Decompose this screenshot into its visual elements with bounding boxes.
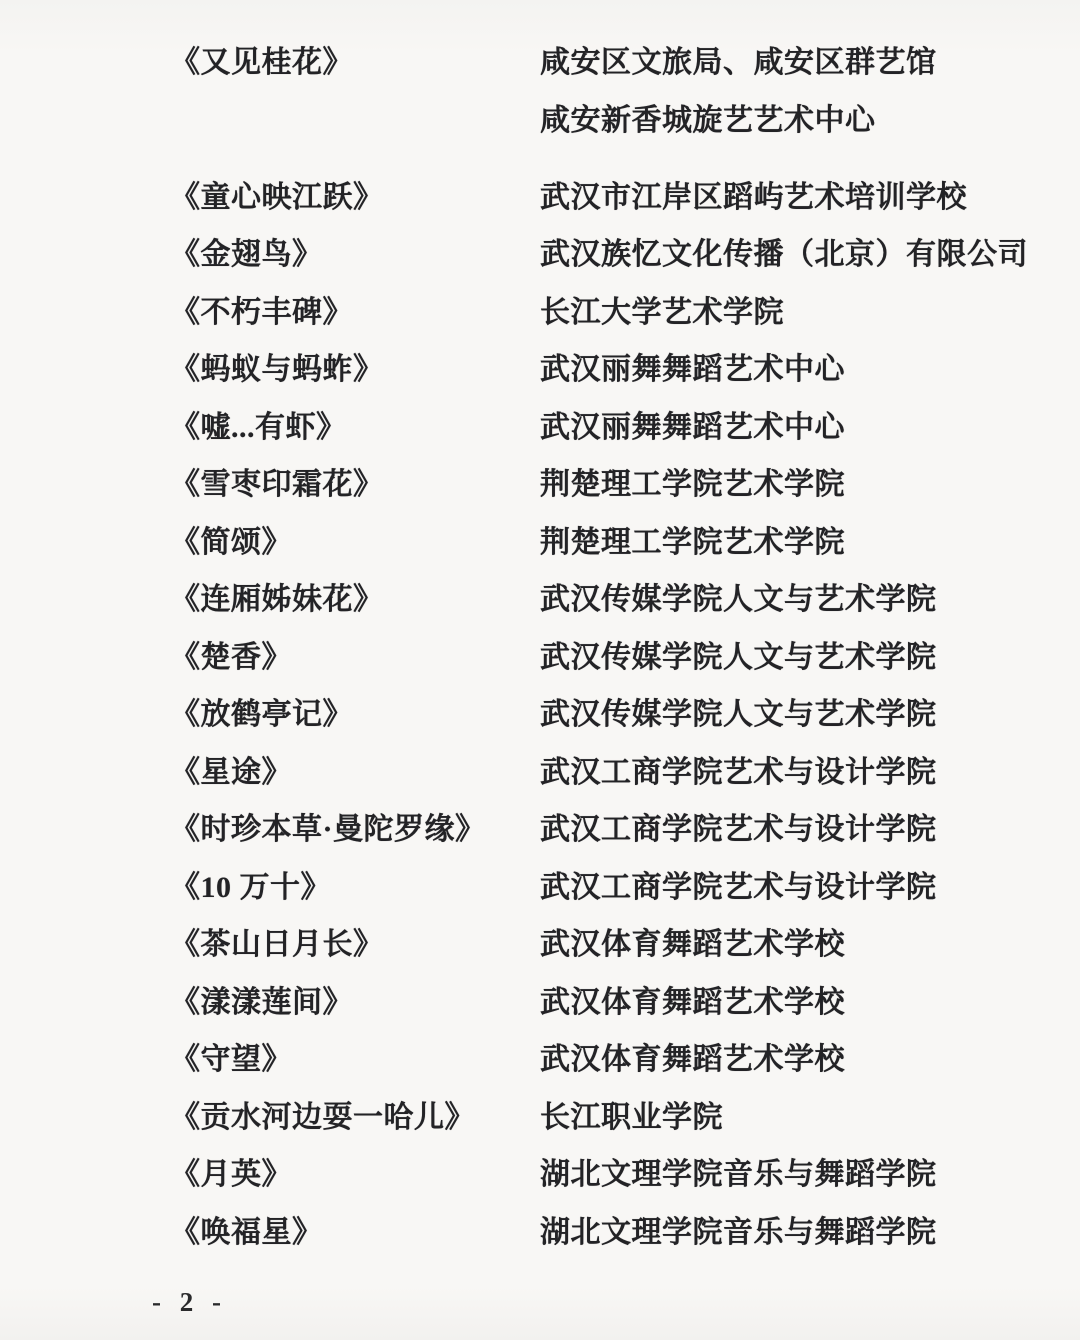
organization-name: 湖北文理学院音乐与舞蹈学院 [540, 1158, 937, 1191]
list-item [170, 1101, 1020, 1159]
organization-name: 荆楚理工学院艺术学院 [540, 468, 845, 501]
organization-name: 武汉工商学院艺术与设计学院 [540, 755, 937, 789]
list-item [170, 1158, 1020, 1216]
list-item [170, 353, 1020, 411]
list-item [170, 1043, 1020, 1101]
work-title: 《唤福星》 [170, 1215, 323, 1249]
organization-name: 荆楚理工学院艺术学院 [540, 525, 845, 559]
work-title: 《时珍本草·曼陀罗缘》 [170, 813, 486, 846]
organization-name: 武汉体育舞蹈艺术学校 [540, 928, 845, 961]
work-title: 《嘘...有虾》 [170, 410, 347, 444]
work-title: 《放鹤亭记》 [170, 698, 353, 731]
list-item [170, 756, 1020, 814]
organization-name: 湖北文理学院音乐与舞蹈学院 [540, 1215, 937, 1249]
list-item [170, 986, 1020, 1044]
organization-name: 武汉体育舞蹈艺术学校 [540, 985, 845, 1019]
organization-name: 武汉丽舞舞蹈艺术中心 [540, 410, 845, 444]
list-item [170, 813, 1020, 871]
list-item [170, 181, 1020, 239]
list-item [170, 468, 1020, 526]
work-title: 《10 万十》 [170, 870, 331, 904]
list-item [170, 698, 1020, 756]
list-item [170, 583, 1020, 641]
organization-name: 武汉族忆文化传播（北京）有限公司 [540, 238, 1028, 271]
work-title: 《又见桂花》 [170, 46, 353, 79]
work-title: 《蚂蚁与蚂蚱》 [170, 353, 384, 386]
organization-name: 长江职业学院 [540, 1100, 723, 1134]
list-item [170, 46, 1020, 104]
organization-name: 武汉体育舞蹈艺术学校 [540, 1043, 845, 1076]
list-item [170, 928, 1020, 986]
organization-name: 长江大学艺术学院 [540, 295, 784, 329]
work-title: 《星途》 [170, 755, 292, 789]
list-item [170, 104, 1020, 181]
work-title: 《楚香》 [170, 640, 292, 674]
works-list [170, 46, 1028, 1273]
work-title: 《童心映江跃》 [170, 180, 384, 214]
page-number: - 2 - [152, 1287, 227, 1317]
work-title: 《贡水河边耍一哈儿》 [170, 1100, 475, 1134]
work-title: 《漾漾莲间》 [170, 985, 353, 1019]
organization-name: 武汉丽舞舞蹈艺术中心 [540, 353, 845, 386]
work-title: 《连厢姊妹花》 [170, 583, 384, 616]
work-title: 《简颂》 [170, 525, 292, 559]
organization-name: 咸安新香城旋艺艺术中心 [540, 103, 876, 137]
organization-name: 武汉传媒学院人文与艺术学院 [540, 583, 937, 616]
work-title: 《守望》 [170, 1043, 292, 1076]
organization-name: 武汉传媒学院人文与艺术学院 [540, 640, 937, 674]
work-title: 《月英》 [170, 1158, 292, 1191]
list-item [170, 871, 1020, 929]
organization-name: 武汉传媒学院人文与艺术学院 [540, 698, 937, 731]
organization-name: 武汉工商学院艺术与设计学院 [540, 813, 937, 846]
organization-name: 武汉市江岸区蹈屿艺术培训学校 [540, 180, 967, 214]
list-item [170, 411, 1020, 469]
work-title: 《茶山日月长》 [170, 928, 384, 961]
work-title: 《金翅鸟》 [170, 238, 323, 271]
organization-name: 咸安区文旅局、咸安区群艺馆 [540, 46, 937, 79]
list-item [170, 238, 1028, 296]
work-title: 《雪枣印霜花》 [170, 468, 384, 501]
work-title: 《不朽丰碑》 [170, 295, 353, 329]
list-item [170, 526, 1020, 584]
list-item [170, 641, 1020, 699]
organization-name: 武汉工商学院艺术与设计学院 [540, 870, 937, 904]
list-item [170, 1216, 1020, 1274]
list-item [170, 296, 1020, 354]
